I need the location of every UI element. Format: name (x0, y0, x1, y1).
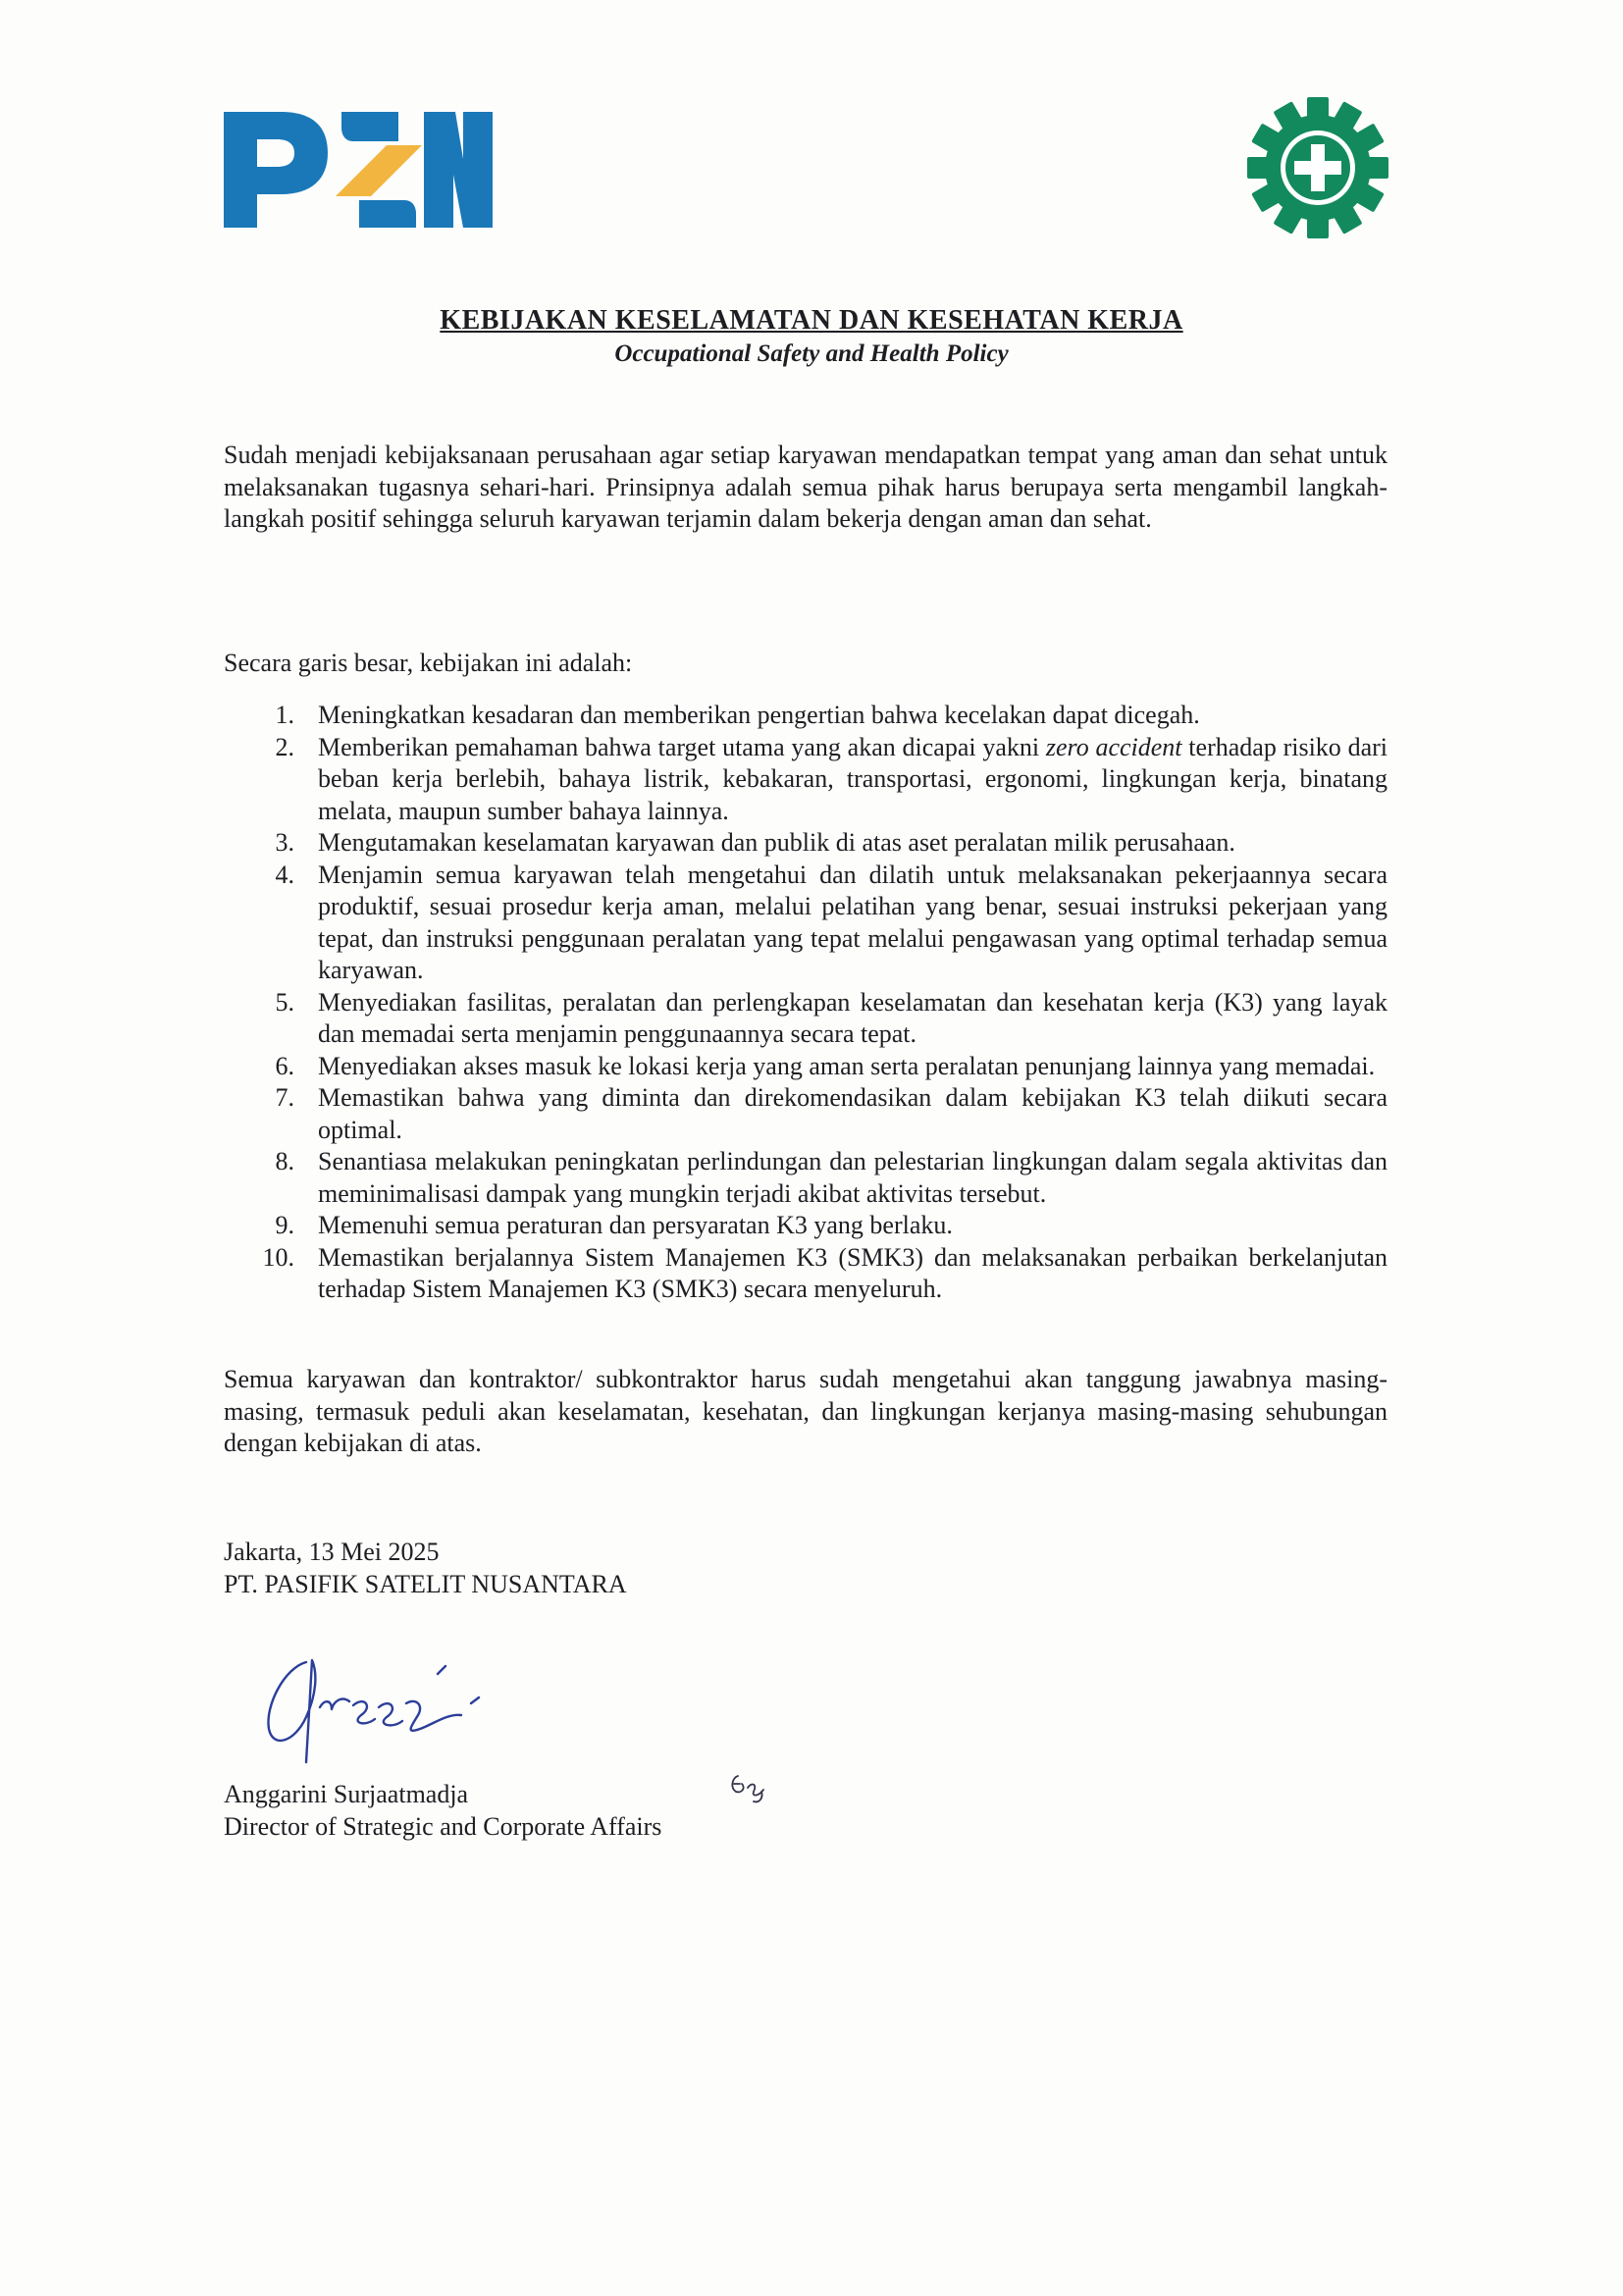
policy-number: 4. (275, 860, 294, 889)
closing-paragraph: Semua karyawan dan kontraktor/ subkontraktor harus sudah mengetahui akan tanggung jawabnya masing-masing, termasuk peduli akan keselamatan, kesehatan, dan lingkungan kerjanya masing-masing sehubungan dengan kebijakan di atas. (224, 1365, 1387, 1457)
k3-gear-cross-icon (1246, 96, 1389, 239)
signer-block (224, 1778, 661, 1843)
psn-logo (224, 106, 493, 232)
policy-text: Meningkatkan kesadaran dan memberikan pengertian bahwa kecelakan dapat dicegah. (318, 701, 1200, 729)
policy-item (224, 1082, 1387, 1146)
policy-number: 7. (275, 1083, 294, 1112)
signer-title: Director of Strategic and Corporate Affairs (224, 1812, 662, 1841)
policy-item (224, 1146, 1387, 1210)
policy-number: 6. (275, 1051, 294, 1080)
policy-item (224, 860, 1387, 987)
policy-number: 8. (275, 1147, 294, 1175)
policy-number: 1. (275, 701, 294, 729)
policy-item (224, 1051, 1387, 1083)
policy-text: Memastikan bahwa yang diminta dan direkomendasikan dalam kebijakan K3 telah diikuti secara optimal. (318, 1083, 1387, 1144)
policy-text: Memastikan berjalannya Sistem Manajemen K3 (SMK3) dan melaksanakan perbaikan berkelanjutan terhadap Sistem Manajemen K3 (SMK3) secara menyeluruh. (318, 1242, 1387, 1303)
policy-text: Menjamin semua karyawan telah mengetahui dan dilatih untuk melaksanakan pekerjaannya secara produktif, sesuai prosedur kerja aman, melalui pelatihan yang benar, sesuai instruksi pekerjaan yang tepat, dan instruksi penggunaan peralatan yang tepat melalui pengawasan yang optimal terhadap semua karyawan. (318, 860, 1387, 984)
policy-text: Menyediakan fasilitas, peralatan dan perlengkapan keselamatan dan kesehatan kerja (K3) yang layak dan memadai serta menjamin penggunaannya secara tepat. (318, 987, 1387, 1048)
handwritten-signature (255, 1646, 550, 1774)
intro-paragraph: Sudah menjadi kebijaksanaan perusahaan agar setiap karyawan mendapatkan tempat yang aman dan sehat untuk melaksanakan tugasnya sehari-hari. Prinsipnya adalah semua pihak harus berupaya serta mengambil langkah-langkah positif sehingga seluruh karyawan terjamin dalam bekerja dengan aman dan sehat. (224, 441, 1387, 533)
policy-list (224, 700, 1387, 1306)
policy-item (224, 987, 1387, 1051)
policy-text: Memberikan pemahaman bahwa target utama yang akan dicapai yakni zero accident terhadap risiko dari beban kerja berlebih, bahaya listrik, kebakaran, transportasi, ergonomi, lingkungan kerja, binatang melata, maupun sumber bahaya lainnya. (318, 732, 1387, 825)
document-subtitle: Occupational Safety and Health Policy (614, 340, 1009, 367)
company-name: PT. PASIFIK SATELIT NUSANTARA (224, 1570, 627, 1598)
policy-number: 5. (275, 987, 294, 1017)
policy-number: 2. (275, 732, 294, 761)
policy-item (224, 1242, 1387, 1306)
signer-name: Anggarini Surjaatmadja (224, 1780, 469, 1808)
policy-number: 10. (262, 1242, 294, 1272)
title-block (0, 304, 1623, 371)
policy-item (224, 700, 1387, 732)
paraf-initial (726, 1766, 771, 1805)
policy-text: Memenuhi semua peraturan dan persyaratan K3 yang berlaku. (318, 1211, 953, 1239)
policy-item (224, 732, 1387, 828)
policy-text: Mengutamakan keselamatan karyawan dan publik di atas aset peralatan milik perusahaan. (318, 828, 1235, 857)
issuer-block (224, 1536, 627, 1600)
policy-number: 9. (275, 1211, 294, 1239)
emphasis-term: zero accident (1045, 732, 1182, 761)
place-date: Jakarta, 13 Mei 2025 (224, 1538, 440, 1566)
policy-number: 3. (275, 828, 294, 857)
policy-text: Senantiasa melakukan peningkatan perlindungan dan pelestarian lingkungan dalam segala aktivitas dan meminimalisasi dampak yang mungkin terjadi akibat aktivitas tersebut. (318, 1147, 1387, 1208)
list-lead-in: Secara garis besar, kebijakan ini adalah: (224, 649, 633, 677)
document-title: KEBIJAKAN KESELAMATAN DAN KESEHATAN KERJA (440, 305, 1183, 336)
policy-item (224, 1210, 1387, 1242)
policy-text: Menyediakan akses masuk ke lokasi kerja yang aman serta peralatan penunjang lainnya yang memadai. (318, 1051, 1376, 1080)
policy-item (224, 827, 1387, 860)
